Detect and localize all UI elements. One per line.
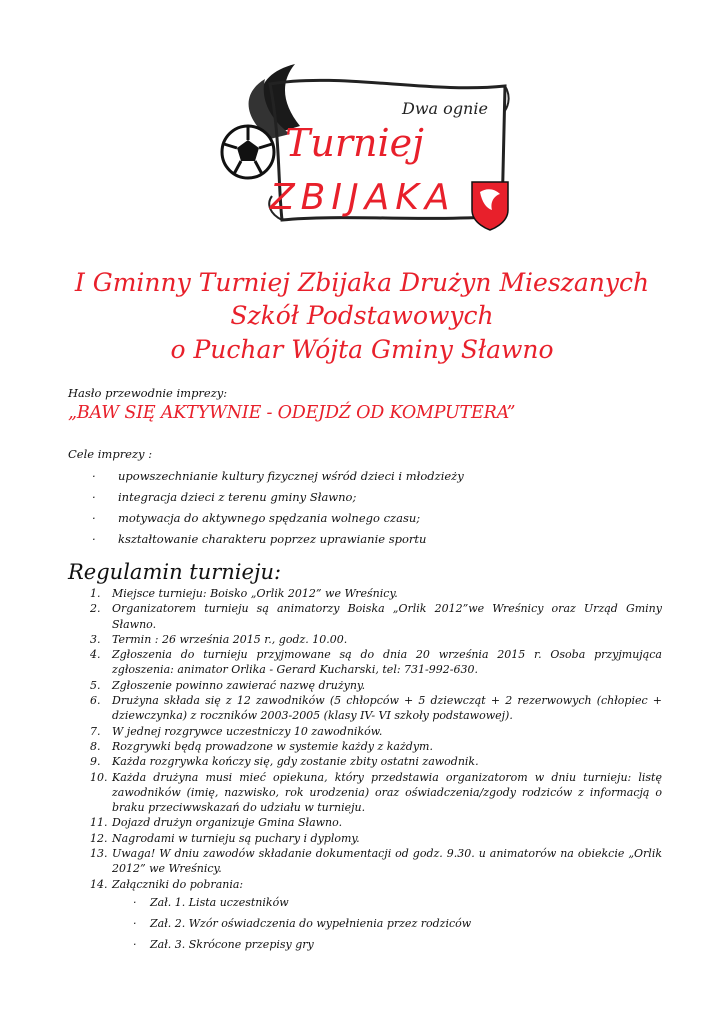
regulamin-title: Regulamin turnieju:	[68, 560, 282, 584]
bullet-icon: ·	[133, 937, 137, 951]
goal-item	[92, 508, 464, 529]
attachment-link[interactable]	[112, 892, 662, 913]
rule-text: Uwaga! W dniu zawodów składanie dokumentacji od godz. 9.30. u animatorów na obiekcie „Orlik 2012” we Wreśnicy.	[112, 847, 662, 876]
rule-text: Zgłoszenia do turnieju przyjmowane są do dnia 20 września 2015 r. Osoba przyjmująca zgłoszenia: animator Orlika - Gerard Kucharski, tel: 731-992-630.	[112, 648, 662, 677]
attachment-link[interactable]	[112, 913, 662, 934]
rule-item	[90, 586, 662, 601]
logo-zbijaka: ZBIJAKA	[270, 177, 456, 218]
logo-tag	[401, 99, 488, 118]
rule-text: Rozgrywki będą prowadzone w systemie każdy z każdym.	[112, 739, 433, 753]
goals-list	[92, 466, 464, 550]
rule-number: 8.	[90, 739, 101, 753]
rule-number: 1.	[90, 587, 101, 600]
attachment-link[interactable]	[112, 934, 662, 955]
attachment-text: Zał. 1. Lista uczestników	[150, 895, 289, 909]
logo-turniej: Turniej	[285, 121, 424, 165]
main-title-line-3: o Puchar Wójta Gminy Sławno	[170, 335, 554, 364]
rule-number: 14.	[90, 877, 108, 891]
rule-number: 2.	[90, 602, 101, 616]
attachment-text: Zał. 2. Wzór oświadczenia do wypełnienia przez rodziców	[150, 916, 472, 930]
rule-item	[90, 678, 662, 693]
rule-item	[90, 632, 662, 647]
rule-number: 12.	[90, 831, 108, 845]
rule-text: W jednej rozgrywce uczestniczy 10 zawodników.	[112, 724, 383, 738]
bullet-icon: ·	[92, 532, 96, 546]
bullet-icon: ·	[92, 490, 96, 504]
goals-label: Cele imprezy :	[68, 447, 153, 461]
goal-text: kształtowanie charakteru poprzez uprawianie sportu	[118, 532, 427, 546]
rule-number: 6.	[90, 694, 101, 708]
rules-list	[90, 586, 662, 955]
rule-item	[90, 601, 662, 632]
rule-number: 13.	[90, 847, 108, 861]
ball-icon	[222, 126, 274, 178]
rule-item	[90, 846, 662, 877]
rule-text: Zgłoszenie powinno zawierać nazwę drużyny.	[112, 678, 366, 692]
attachment-text: Zał. 3. Skrócone przepisy gry	[150, 937, 314, 951]
rule-item	[90, 739, 662, 754]
motto-text: „BAW SIĘ AKTYWNIE - ODEJDŹ OD KOMPUTERA”	[68, 403, 516, 423]
rule-number: 9.	[90, 755, 101, 769]
rule-item	[90, 770, 662, 816]
main-title-line-1: I Gminny Turniej Zbijaka Drużyn Mieszanych	[74, 268, 650, 297]
rule-number: 7.	[90, 724, 101, 738]
coat-of-arms-icon	[472, 182, 508, 230]
goal-item	[92, 529, 464, 550]
rule-item	[90, 831, 662, 846]
goal-item	[92, 466, 464, 487]
rule-item	[90, 693, 662, 724]
logo-tag-line: Dwa ognie	[402, 99, 488, 118]
rule-text: Każda drużyna musi mieć opiekuna, który przedstawia organizatorom w dniu turnieju: listę zawodników (imię, nazwisko, rok urodzenia) oraz oświadczenia/zgody rodziców z informacją o braku przeciwwskazań do udziału w turnieju.	[112, 770, 662, 815]
goal-text: integracja dzieci z terenu gminy Sławno;	[118, 490, 357, 504]
rule-number: 5.	[90, 678, 101, 692]
rule-item	[90, 754, 662, 769]
rule-text: Miejsce turnieju: Boisko „Orlik 2012” we Wreśnicy.	[112, 587, 398, 600]
bullet-icon: ·	[133, 916, 137, 930]
rule-number: 4.	[90, 648, 101, 662]
rule-text: Organizatorem turnieju są animatorzy Boiska „Orlik 2012”we Wreśnicy oraz Urząd Gminy Sławno.	[112, 602, 662, 631]
bullet-icon: ·	[92, 469, 96, 483]
attachments-list	[112, 892, 662, 955]
goal-text: motywacja do aktywnego spędzania wolnego czasu;	[118, 511, 421, 525]
motto-label: Hasło przewodnie imprezy:	[68, 386, 228, 400]
goal-item	[92, 487, 464, 508]
rule-item	[90, 647, 662, 678]
goal-text: upowszechnianie kultury fizycznej wśród dzieci i młodzieży	[118, 469, 464, 483]
main-title-line-2: Szkół Podstawowych	[230, 301, 494, 330]
rule-text: Drużyna składa się z 12 zawodników (5 chłopców + 5 dziewcząt + 2 rezerwowych (chłopiec + dziewczynka) z roczników 2003-2005 (klasy IV- VI szkoły podstawowej).	[112, 694, 662, 723]
rule-item	[90, 877, 662, 955]
rule-number: 10.	[90, 770, 108, 784]
tournament-logo	[210, 64, 530, 244]
bullet-icon: ·	[133, 895, 137, 909]
rule-number: 11.	[90, 816, 108, 830]
rule-item	[90, 724, 662, 739]
rule-text: Załączniki do pobrania:	[112, 877, 244, 891]
rule-text: Dojazd drużyn organizuje Gmina Sławno.	[112, 816, 343, 830]
rule-number: 3.	[90, 632, 101, 646]
rule-item	[90, 815, 662, 830]
bullet-icon: ·	[92, 511, 96, 525]
rule-text: Każda rozgrywka kończy się, gdy zostanie zbity ostatni zawodnik.	[112, 755, 479, 769]
rule-text: Termin : 26 września 2015 r., godz. 10.00.	[112, 632, 348, 646]
rule-text: Nagrodami w turnieju są puchary i dyplomy.	[112, 831, 360, 845]
